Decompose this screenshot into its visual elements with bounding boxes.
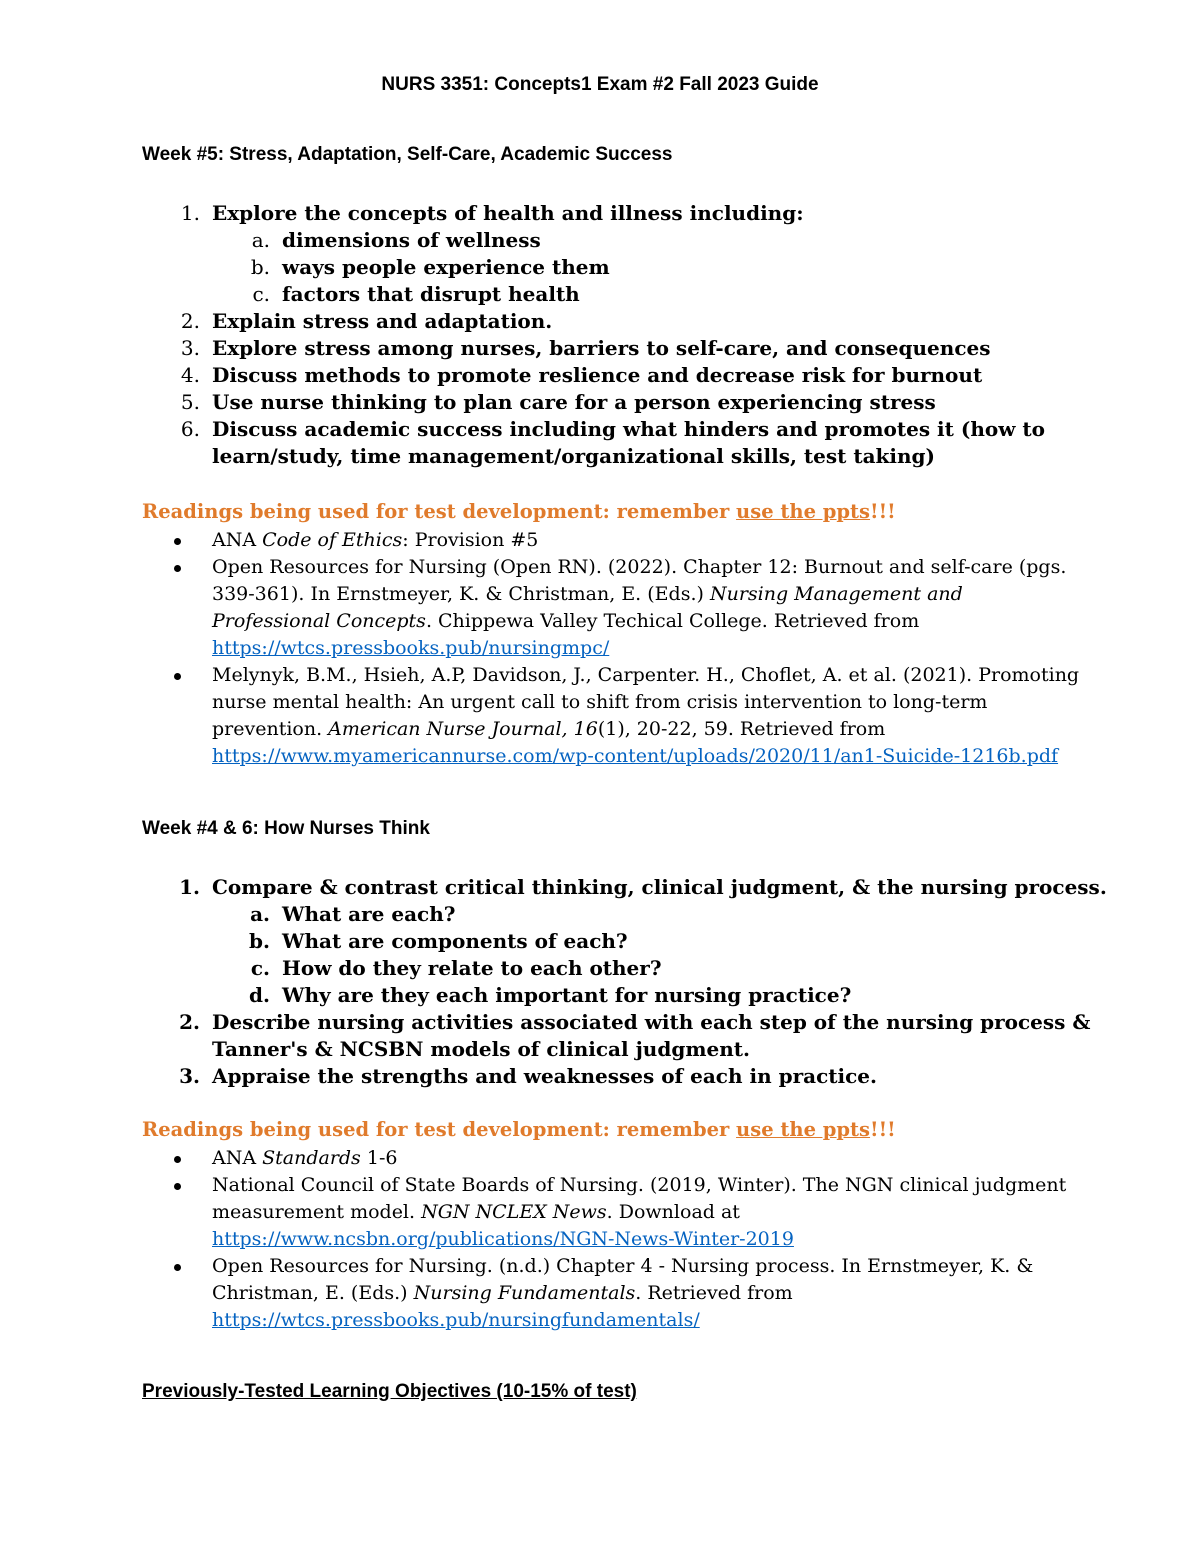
reading-item: Open Resources for Nursing (Open RN). (2022). Chapter 12: Burnout and self-care (pgs. 339-361). In Ernstmeyer, K. & Christman, E. (Eds.) Nursing Management and Professional Concepts. Chippewa Valley Techical College. Retrieved from https://wtcs.pressbooks.pub/nursingmpc/	[142, 554, 1082, 662]
objective-item: 5. Use nurse thinking to plan care for a person experiencing stress	[180, 390, 936, 414]
objective-subitem: d. Why are they each important for nursing practice?	[249, 983, 852, 1007]
objective-item: 6. Discuss academic success including what hinders and promotes it (how to	[180, 417, 1045, 441]
bullet-icon	[174, 538, 181, 545]
reading-link[interactable]: https://www.myamericannurse.com/wp-content/uploads/2020/11/an1-Suicide-1216b.pdf	[212, 745, 1059, 767]
reading-item: National Council of State Boards of Nursing. (2019, Winter). The NGN clinical judgment measurement model. NGN NCLEX News. Download at https://www.ncsbn.org/publications/NGN-News-Winter-2019	[142, 1172, 1082, 1253]
week46-heading: Week #4 & 6: How Nurses Think	[142, 818, 430, 839]
reading-item: Open Resources for Nursing. (n.d.) Chapter 4 - Nursing process. In Ernstmeyer, K. & Christman, E. (Eds.) Nursing Fundamentals. Retrieved from https://wtcs.pressbooks.pub/nursingfundamentals/	[142, 1253, 1082, 1334]
objective-item: 1. Explore the concepts of health and illness including:	[180, 201, 804, 225]
objective-subitem: a. What are each?	[250, 902, 456, 926]
objective-item: 4. Discuss methods to promote reslience and decrease risk for burnout	[180, 363, 983, 387]
reading-item: ANA Standards 1-6	[142, 1145, 1082, 1172]
bullet-icon	[174, 673, 181, 680]
previously-tested-heading: Previously-Tested Learning Objectives (10-15% of test)	[142, 1381, 637, 1402]
week46-objectives	[142, 874, 1107, 1090]
use-ppts-link[interactable]: use the ppts	[736, 500, 871, 523]
objective-subitem: b. What are components of each?	[249, 929, 628, 953]
objective-subitem: b. ways people experience them	[250, 255, 610, 279]
week46-readings-heading: Readings being used for test development: remember use the ppts!!!	[142, 1118, 896, 1141]
objective-item: 3. Explore stress among nurses, barriers to self-care, and consequences	[180, 336, 991, 360]
bullet-icon	[174, 1156, 181, 1163]
objective-item-continued: learn/study, time management/organizational skills, test taking)	[212, 444, 935, 468]
objective-subitem: c. factors that disrupt health	[252, 282, 580, 306]
objective-item: 1. Compare & contrast critical thinking, clinical judgment, & the nursing process.	[179, 875, 1107, 899]
week5-heading: Week #5: Stress, Adaptation, Self-Care, Academic Success	[142, 144, 673, 165]
reading-link[interactable]: https://wtcs.pressbooks.pub/nursingmpc/	[212, 637, 610, 659]
reading-link[interactable]: https://wtcs.pressbooks.pub/nursingfundamentals/	[212, 1309, 700, 1331]
objective-subitem: c. How do they relate to each other?	[250, 956, 662, 980]
reading-item: Melynyk, B.M., Hsieh, A.P, Davidson, J., Carpenter. H., Choflet, A. et al. (2021). Promoting nurse mental health: An urgent call to shift from crisis intervention to long-term prevention. American Nurse Journal, 16(1), 20-22, 59. Retrieved from https://www.myamericannurse.com/wp-content/uploads/2020/11/an1-Suicide-1216b.pdf	[142, 662, 1082, 770]
reading-link[interactable]: https://www.ncsbn.org/publications/NGN-News-Winter-2019	[212, 1228, 794, 1250]
use-ppts-link[interactable]: use the ppts	[736, 1118, 871, 1141]
objective-item: 3. Appraise the strengths and weaknesses of each in practice.	[179, 1064, 877, 1088]
week5-readings-list	[142, 527, 1082, 770]
objective-item: 2. Explain stress and adaptation.	[180, 309, 553, 333]
reading-item: ANA Code of Ethics: Provision #5	[142, 527, 1082, 554]
week5-objectives	[142, 200, 1072, 470]
objective-item-continued: Tanner's & NCSBN models of clinical judgment.	[212, 1037, 750, 1061]
bullet-icon	[174, 1264, 181, 1271]
page-title: NURS 3351: Concepts1 Exam #2 Fall 2023 Guide	[381, 74, 819, 95]
objective-subitem: a. dimensions of wellness	[251, 228, 541, 252]
bullet-icon	[174, 565, 181, 572]
objective-item: 2. Describe nursing activities associated with each step of the nursing process &	[179, 1010, 1091, 1034]
week5-readings-heading: Readings being used for test development: remember use the ppts!!!	[142, 500, 896, 523]
week46-readings-list	[142, 1145, 1082, 1334]
bullet-icon	[174, 1183, 181, 1190]
